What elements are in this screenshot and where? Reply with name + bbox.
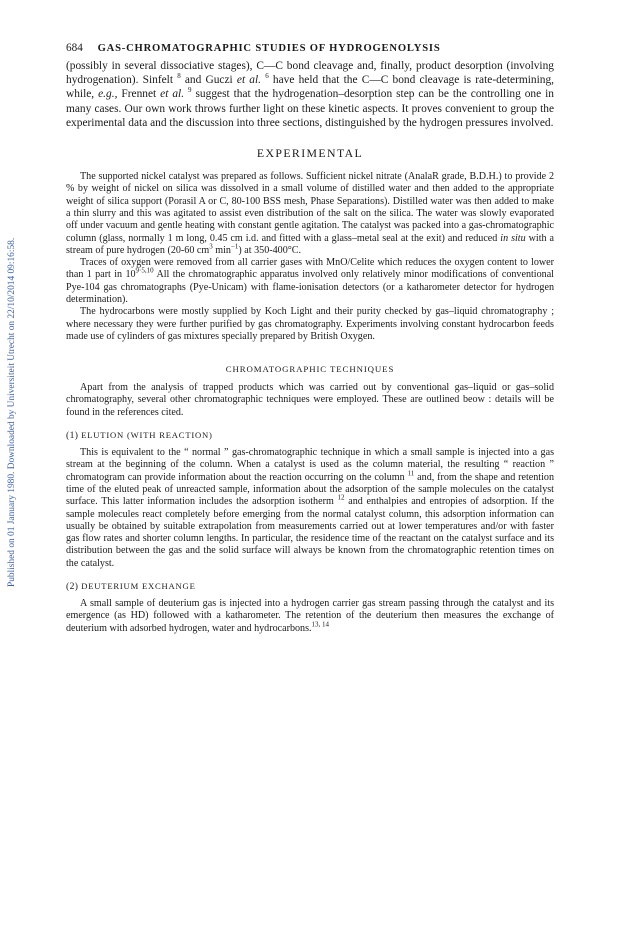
experimental-section — [66, 171, 554, 343]
running-title: GAS-CHROMATOGRAPHIC STUDIES OF HYDROGENOLYSIS — [97, 43, 441, 54]
elution-section — [66, 447, 554, 570]
running-header — [66, 41, 554, 56]
experimental-paragraph-1: The supported nickel catalyst was prepared as follows. Sufficient nickel nitrate (AnalaR grade, B.D.H.) to provide 2 % by weight of nickel on silica was dissolved in a small volume of distilled water and then added to the appropriate weight of silica support (Porasil A or C, 80-100 BSS mesh, Phase Separations). Distilled water was then added to make a thin slurry and this was agitated to assist even distribution of the salt on the silica. The water was slowly evaporated off under vacuum and gentle heating with constant gentle agitation. The catalyst was packed into a gas-chromatographic column (glass, normally 1 m long, 0.45 cm i.d. and fitted with a glass–metal seal at the exit) and reduced in situ with a stream of pure hydrogen (20-60 $cm^3$ $\min^{-1}$) at 350-400°C. — [66, 171, 554, 256]
page — [66, 41, 554, 635]
experimental-paragraph-2: Traces of oxygen were removed from all carrier gases with MnO/Celite which reduces the oxygen content to lower than 1 part in $10^{9\cdot 5,10}$ All the chromatographic apparatus involved only relatively minor modifications of conventional Pye-104 gas chromatographs (Pye-Unicam) with flame-ionisation detectors (or a katharometer detector for hydrogen determination). — [66, 257, 554, 305]
section-title-techniques: CHROMATOGRAPHIC TECHNIQUES — [225, 364, 395, 375]
publication-sidebar: Published on 01 January 1980. Downloaded by Universiteit Utrecht on 22/10/2014 09:16:58. — [7, 237, 17, 587]
elution-paragraph: This is equivalent to the “ normal ” gas-chromatographic technique in which a small sample is injected into a gas stream at the beginning of the column. When a catalyst is used as the column material, the resulting “ reaction ” chromatogram can provide information about the reaction occurring on the column $^{11}$ and, from the shape and retention time of the eluted peak of unreacted sample, information about the adsorption of the sample molecules on the catalyst surface. This latter information includes the adsorption isotherm $^{12}$ and enthalpies and entropies of adsorption. If the sample molecules react completely before emerging from the normal catalyst column, this adsorption information can usually be obtained by suitable extrapolation from measurements carried out at lower temperatures and/or with faster gas flow rates and shorter column lengths. In particular, the residence time of the reactant on the catalyst surface and its distribution between the gas and the solid surface will always be known from the chromatographic retention times on the catalyst. — [66, 447, 555, 569]
intro-section — [66, 59, 554, 130]
experimental-paragraph-3: The hydrocarbons were mostly supplied by Koch Light and their purity checked by gas–liquid chromatography ; where necessary they were further purified by gas chromatography. Experiments involving constant hydrocarbon feeds made use of cylinders of gas mixtures specially prepared by British Oxygen. — [66, 306, 554, 342]
section-title-experimental: EXPERIMENTAL — [256, 146, 364, 161]
page-number: 684 — [66, 42, 83, 54]
subsection-title-deuterium: (2) DEUTERIUM EXCHANGE — [66, 581, 196, 593]
deuterium-paragraph: A small sample of deuterium gas is injected into a hydrogen carrier gas stream passing through the catalyst and its emergence (as HD) followed with a katharometer. The retention of the deuterium then measures the exchange of deuterium with adsorbed hydrogen, water and hydrocarbons.$^{13, 14}$ — [66, 598, 554, 634]
intro-paragraph: (possibly in several dissociative stages), C—C bond cleavage and, finally, product desorption (involving hydrogenation). Sinfelt $^8$ and Guczi et al. $^6$ have held that the C—C bond cleavage is rate-determining, while, e.g., Frennet et al. $^9$ suggest that the hydrogenation–desorption step can be the controlling one in many cases. Our own work throws further light on these kinetic aspects. It proves convenient to group the experimental data and the discussion into three sections, distinguished by the hydrogen pressures involved. — [66, 60, 555, 129]
subsection-title-elution: (1) ELUTION (WITH REACTION) — [66, 430, 213, 442]
deuterium-section — [66, 598, 554, 635]
techniques-section — [66, 382, 554, 419]
techniques-paragraph: Apart from the analysis of trapped products which was carried out by conventional gas–liquid or gas–solid chromatography, several other chromatographic techniques were employed. These are outlined beow : details will be found in the references cited. — [66, 382, 554, 418]
